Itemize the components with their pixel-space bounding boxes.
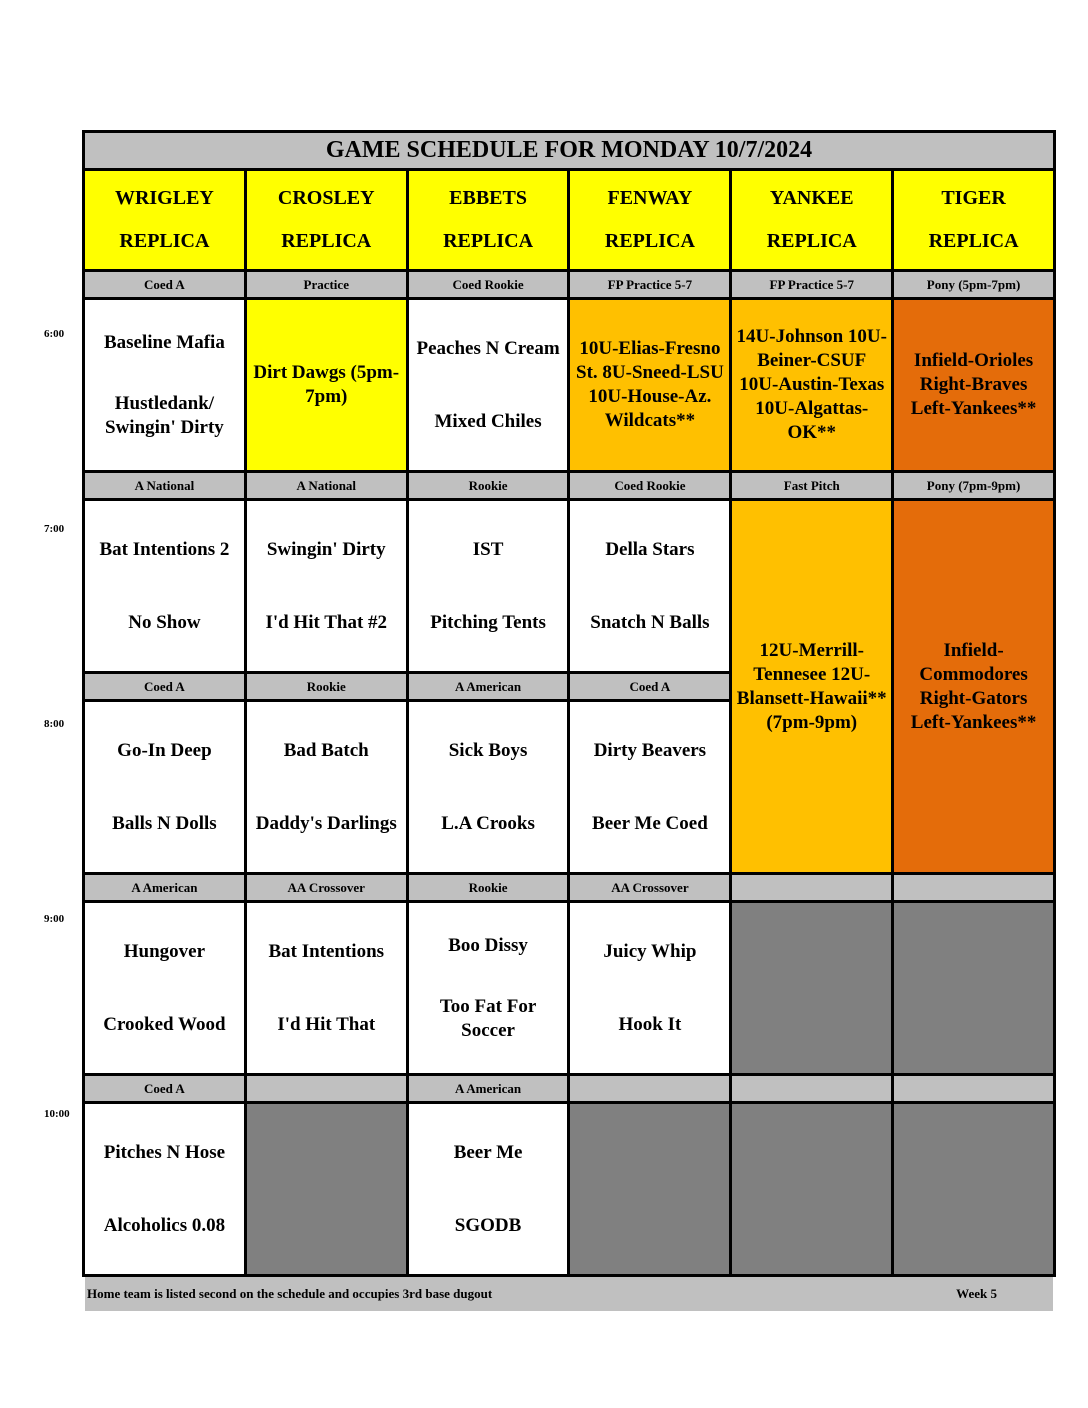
schedule-footer [85, 1277, 1053, 1311]
division-label: A American [409, 1076, 568, 1101]
practice-teams: 14U-Johnson 10U-Beiner-CSUF 10U-Austin-Texas 10U-Algattas-OK** [736, 326, 887, 443]
home-team: No Show [128, 611, 201, 633]
field-name: EBBETS [449, 187, 527, 209]
pony-teams: Infield-Orioles Right-Braves Left-Yankees** [910, 350, 1037, 419]
time-column [0, 0, 80, 1408]
pony-cell [894, 300, 1053, 470]
division-label: AA Crossover [247, 875, 406, 900]
field-name: TIGER [941, 187, 1006, 209]
game-cell [409, 300, 568, 470]
game-cell [409, 1104, 568, 1274]
away-team: Baseline Mafia [103, 331, 225, 353]
home-team: Mixed Chiles [434, 410, 542, 432]
division-label: Rookie [409, 473, 568, 498]
away-team: Beer Me [453, 1141, 523, 1163]
game-cell [85, 903, 244, 1073]
field-name: CROSLEY [277, 187, 375, 209]
schedule-title: GAME SCHEDULE FOR MONDAY 10/7/2024 [85, 133, 1053, 168]
time-label-9: 9:00 [44, 913, 65, 925]
division-label: Pony (5pm-7pm) [894, 272, 1053, 297]
division-label: Fast Pitch [732, 473, 891, 498]
division-label: Coed Rookie [570, 473, 729, 498]
time-label-7: 7:00 [44, 523, 65, 535]
game-cell [570, 903, 729, 1073]
division-label: Practice [247, 272, 406, 297]
time-label-10: 10:00 [44, 1108, 70, 1120]
field-name: WRIGLEY [114, 187, 214, 209]
division-label-empty [894, 1076, 1053, 1101]
game-cell [85, 1104, 244, 1274]
division-label: Rookie [409, 875, 568, 900]
home-team: Beer Me Coed [592, 812, 708, 834]
time-label-6: 6:00 [44, 328, 65, 340]
footer-note: Home team is listed second on the schedule and occupies 3rd base dugout [87, 1286, 493, 1301]
unused-cell [894, 903, 1053, 1073]
home-team: Pitching Tents [430, 611, 546, 633]
field-header-wrigley [85, 171, 244, 269]
away-team: Della Stars [605, 538, 695, 560]
away-team: Dirty Beavers [593, 739, 707, 761]
division-label-empty [570, 1076, 729, 1101]
unused-cell [247, 1104, 406, 1274]
division-label-empty [894, 875, 1053, 900]
home-team: Balls N Dolls [112, 812, 217, 834]
game-cell [247, 903, 406, 1073]
field-sub: REPLICA [766, 230, 857, 252]
fastpitch-practice-cell [570, 300, 729, 470]
away-team: Pitches N Hose [103, 1141, 226, 1163]
away-team: Sick Boys [448, 739, 528, 761]
division-label: Coed A [85, 272, 244, 297]
home-team: SGODB [454, 1214, 522, 1236]
game-cell [570, 501, 729, 671]
away-team: IST [472, 538, 504, 560]
game-cell [409, 501, 568, 671]
home-team: Hook It [618, 1013, 682, 1035]
unused-cell [570, 1104, 729, 1274]
home-team: Alcoholics 0.08 [103, 1214, 226, 1236]
division-label: FP Practice 5-7 [732, 272, 891, 297]
away-team: Bat Intentions [268, 940, 385, 962]
division-label: Coed A [570, 674, 729, 699]
field-sub: REPLICA [119, 230, 210, 252]
field-sub: REPLICA [281, 230, 372, 252]
home-team: Hustledank/ Swingin' Dirty [105, 392, 224, 438]
away-team: Boo Dissy [448, 934, 528, 956]
pony-cell [894, 501, 1053, 872]
away-team: Swingin' Dirty [266, 538, 386, 560]
division-label: A American [85, 875, 244, 900]
division-label-empty [732, 1076, 891, 1101]
division-label: FP Practice 5-7 [570, 272, 729, 297]
division-label-empty [247, 1076, 406, 1101]
unused-cell [732, 1104, 891, 1274]
home-team: L.A Crooks [441, 812, 535, 834]
division-label: Coed A [85, 1076, 244, 1101]
game-cell [409, 903, 568, 1073]
fastpitch-game-cell [732, 501, 891, 872]
field-name: FENWAY [607, 187, 693, 209]
away-team: Juicy Whip [603, 940, 697, 962]
division-label: AA Crossover [570, 875, 729, 900]
practice-cell [247, 300, 406, 470]
field-header-tiger [894, 171, 1053, 269]
field-header-crosley [247, 171, 406, 269]
time-label-8: 8:00 [44, 718, 65, 730]
practice-teams: 10U-Elias-Fresno St. 8U-Sneed-LSU 10U-House-Az. Wildcats** [576, 338, 724, 431]
field-sub: REPLICA [604, 230, 695, 252]
away-team: Bad Batch [283, 739, 369, 761]
field-name: YANKEE [769, 187, 854, 209]
away-team: Peaches N Cream [416, 337, 560, 359]
division-label: Coed A [85, 674, 244, 699]
fastpitch-practice-cell [732, 300, 891, 470]
schedule-table [82, 130, 1056, 1301]
game-cell [247, 702, 406, 872]
home-team: I'd Hit That #2 [265, 611, 388, 633]
fastpitch-teams: 12U-Merrill-Tennesee 12U- Blansett-Hawaii** (7pm-9pm) [736, 639, 887, 733]
away-team: Hungover [123, 940, 206, 962]
field-header-ebbets [409, 171, 568, 269]
division-label: Rookie [247, 674, 406, 699]
week-label: Week 5 [956, 1286, 997, 1301]
home-team: I'd Hit That [277, 1013, 376, 1035]
division-label: A National [85, 473, 244, 498]
practice-team: Dirt Dawgs (5pm-7pm) [253, 362, 400, 407]
division-label: Coed Rookie [409, 272, 568, 297]
division-label: Pony (7pm-9pm) [894, 473, 1053, 498]
away-team: Bat Intentions 2 [99, 538, 230, 560]
division-label-empty [732, 875, 891, 900]
game-cell [247, 501, 406, 671]
pony-teams: Infield-Commodores Right-Gators Left-Yankees** [910, 639, 1037, 733]
field-sub: REPLICA [443, 230, 534, 252]
game-cell [85, 702, 244, 872]
unused-cell [732, 903, 891, 1073]
field-header-yankee [732, 171, 891, 269]
home-team: Snatch N Balls [590, 611, 710, 633]
game-cell [409, 702, 568, 872]
division-label: A American [409, 674, 568, 699]
field-header-fenway [570, 171, 729, 269]
away-team: Go-In Deep [117, 739, 212, 761]
game-cell [85, 300, 244, 470]
home-team: Crooked Wood [103, 1013, 226, 1035]
game-cell [570, 702, 729, 872]
division-label: A National [247, 473, 406, 498]
game-cell [85, 501, 244, 671]
field-sub: REPLICA [928, 230, 1019, 252]
home-team: Daddy's Darlings [255, 812, 397, 834]
unused-cell [894, 1104, 1053, 1274]
home-team: Too Fat For Soccer [439, 995, 537, 1041]
